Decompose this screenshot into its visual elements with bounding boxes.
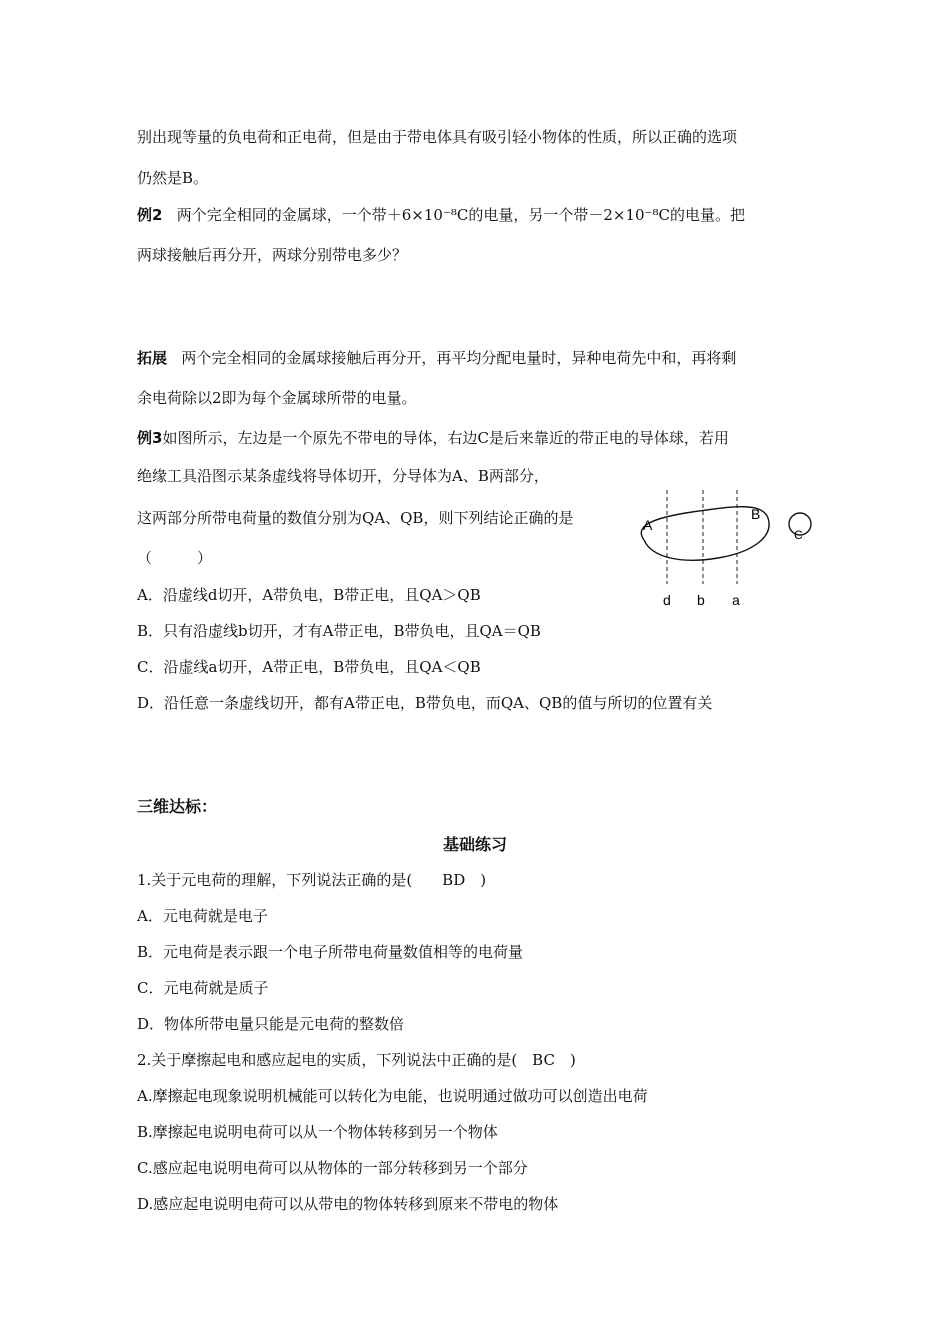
example2-label: 例2 xyxy=(137,206,163,224)
label-a-part: A xyxy=(643,517,653,533)
example3-option-d: D．沿任意一条虚线切开，都有A带正电，B带负电，而QA、QB的值与所切的位置有关 xyxy=(137,694,713,712)
q2-option-b: B.摩擦起电说明电荷可以从一个物体转移到另一个物体 xyxy=(137,1123,498,1141)
example2-line-2: 两球接触后再分开，两球分别带电多少？ xyxy=(137,246,408,264)
label-c-sphere: C xyxy=(794,528,803,542)
extension-text-1: 两个完全相同的金属球接触后再分开，再平均分配电量时，异种电荷先中和，再将剩 xyxy=(181,349,737,367)
q2-option-a: A.摩擦起电现象说明机械能可以转化为电能，也说明通过做功可以创造出电荷 xyxy=(137,1087,648,1105)
example3-line-1 xyxy=(137,428,729,448)
intro-line-1: 别出现等量的负电荷和正电荷，但是由于带电体具有吸引轻小物体的性质，所以正确的选项 xyxy=(137,128,738,146)
q1-stem: 1.关于元电荷的理解，下列说法正确的是( BD ) xyxy=(137,871,487,889)
q1-option-a: A．元电荷就是电子 xyxy=(137,907,268,925)
conductor-outline xyxy=(641,507,769,561)
example3-line-3: 这两部分所带电荷量的数值分别为QA、QB，则下列结论正确的是 xyxy=(137,509,574,527)
conductor-diagram xyxy=(630,488,830,616)
example3-option-c: C．沿虚线a切开，A带正电，B带负电，且QA＜QB xyxy=(137,658,481,676)
label-a-line: a xyxy=(732,592,740,608)
subsection-title: 基础练习 xyxy=(442,835,507,854)
extension-line-2: 余电荷除以2即为每个金属球所带的电量。 xyxy=(137,389,417,407)
extension-line-1 xyxy=(137,348,736,368)
intro-line-2: 仍然是B。 xyxy=(137,169,209,187)
example3-option-a: A．沿虚线d切开，A带负电，B带正电，且QA＞QB xyxy=(137,586,481,604)
example3-line-2: 绝缘工具沿图示某条虚线将导体切开，分导体为A、B两部分， xyxy=(137,467,549,485)
q2-stem: 2.关于摩擦起电和感应起电的实质，下列说法中正确的是( BC ) xyxy=(137,1051,576,1069)
example2-text-1: 两个完全相同的金属球，一个带＋6×10⁻⁸C的电量，另一个带－2×10⁻⁸C的电量。把 xyxy=(176,206,745,224)
label-b-part: B xyxy=(751,506,761,522)
label-b-line: b xyxy=(697,592,705,608)
example3-label: 例3 xyxy=(137,429,163,447)
example3-option-b: B．只有沿虚线b切开，才有A带正电，B带负电，且QA＝QB xyxy=(137,622,541,640)
section-title: 三维达标： xyxy=(137,797,218,816)
q1-option-c: C．元电荷就是质子 xyxy=(137,979,269,997)
extension-label: 拓展 xyxy=(137,349,168,367)
q1-option-b: B．元电荷是表示跟一个电子所带电荷量数值相等的电荷量 xyxy=(137,943,524,961)
q2-option-c: C.感应起电说明电荷可以从物体的一部分转移到另一个部分 xyxy=(137,1159,528,1177)
q1-option-d: D．物体所带电量只能是元电荷的整数倍 xyxy=(137,1015,405,1033)
example3-text-1: 如图所示，左边是一个原先不带电的导体，右边C是后来靠近的带正电的导体球，若用 xyxy=(162,429,729,447)
label-d-line: d xyxy=(663,592,671,608)
q2-option-d: D.感应起电说明电荷可以从带电的物体转移到原来不带电的物体 xyxy=(137,1195,559,1213)
example2-line-1 xyxy=(137,205,745,225)
example3-line-4: （ ） xyxy=(137,549,213,567)
